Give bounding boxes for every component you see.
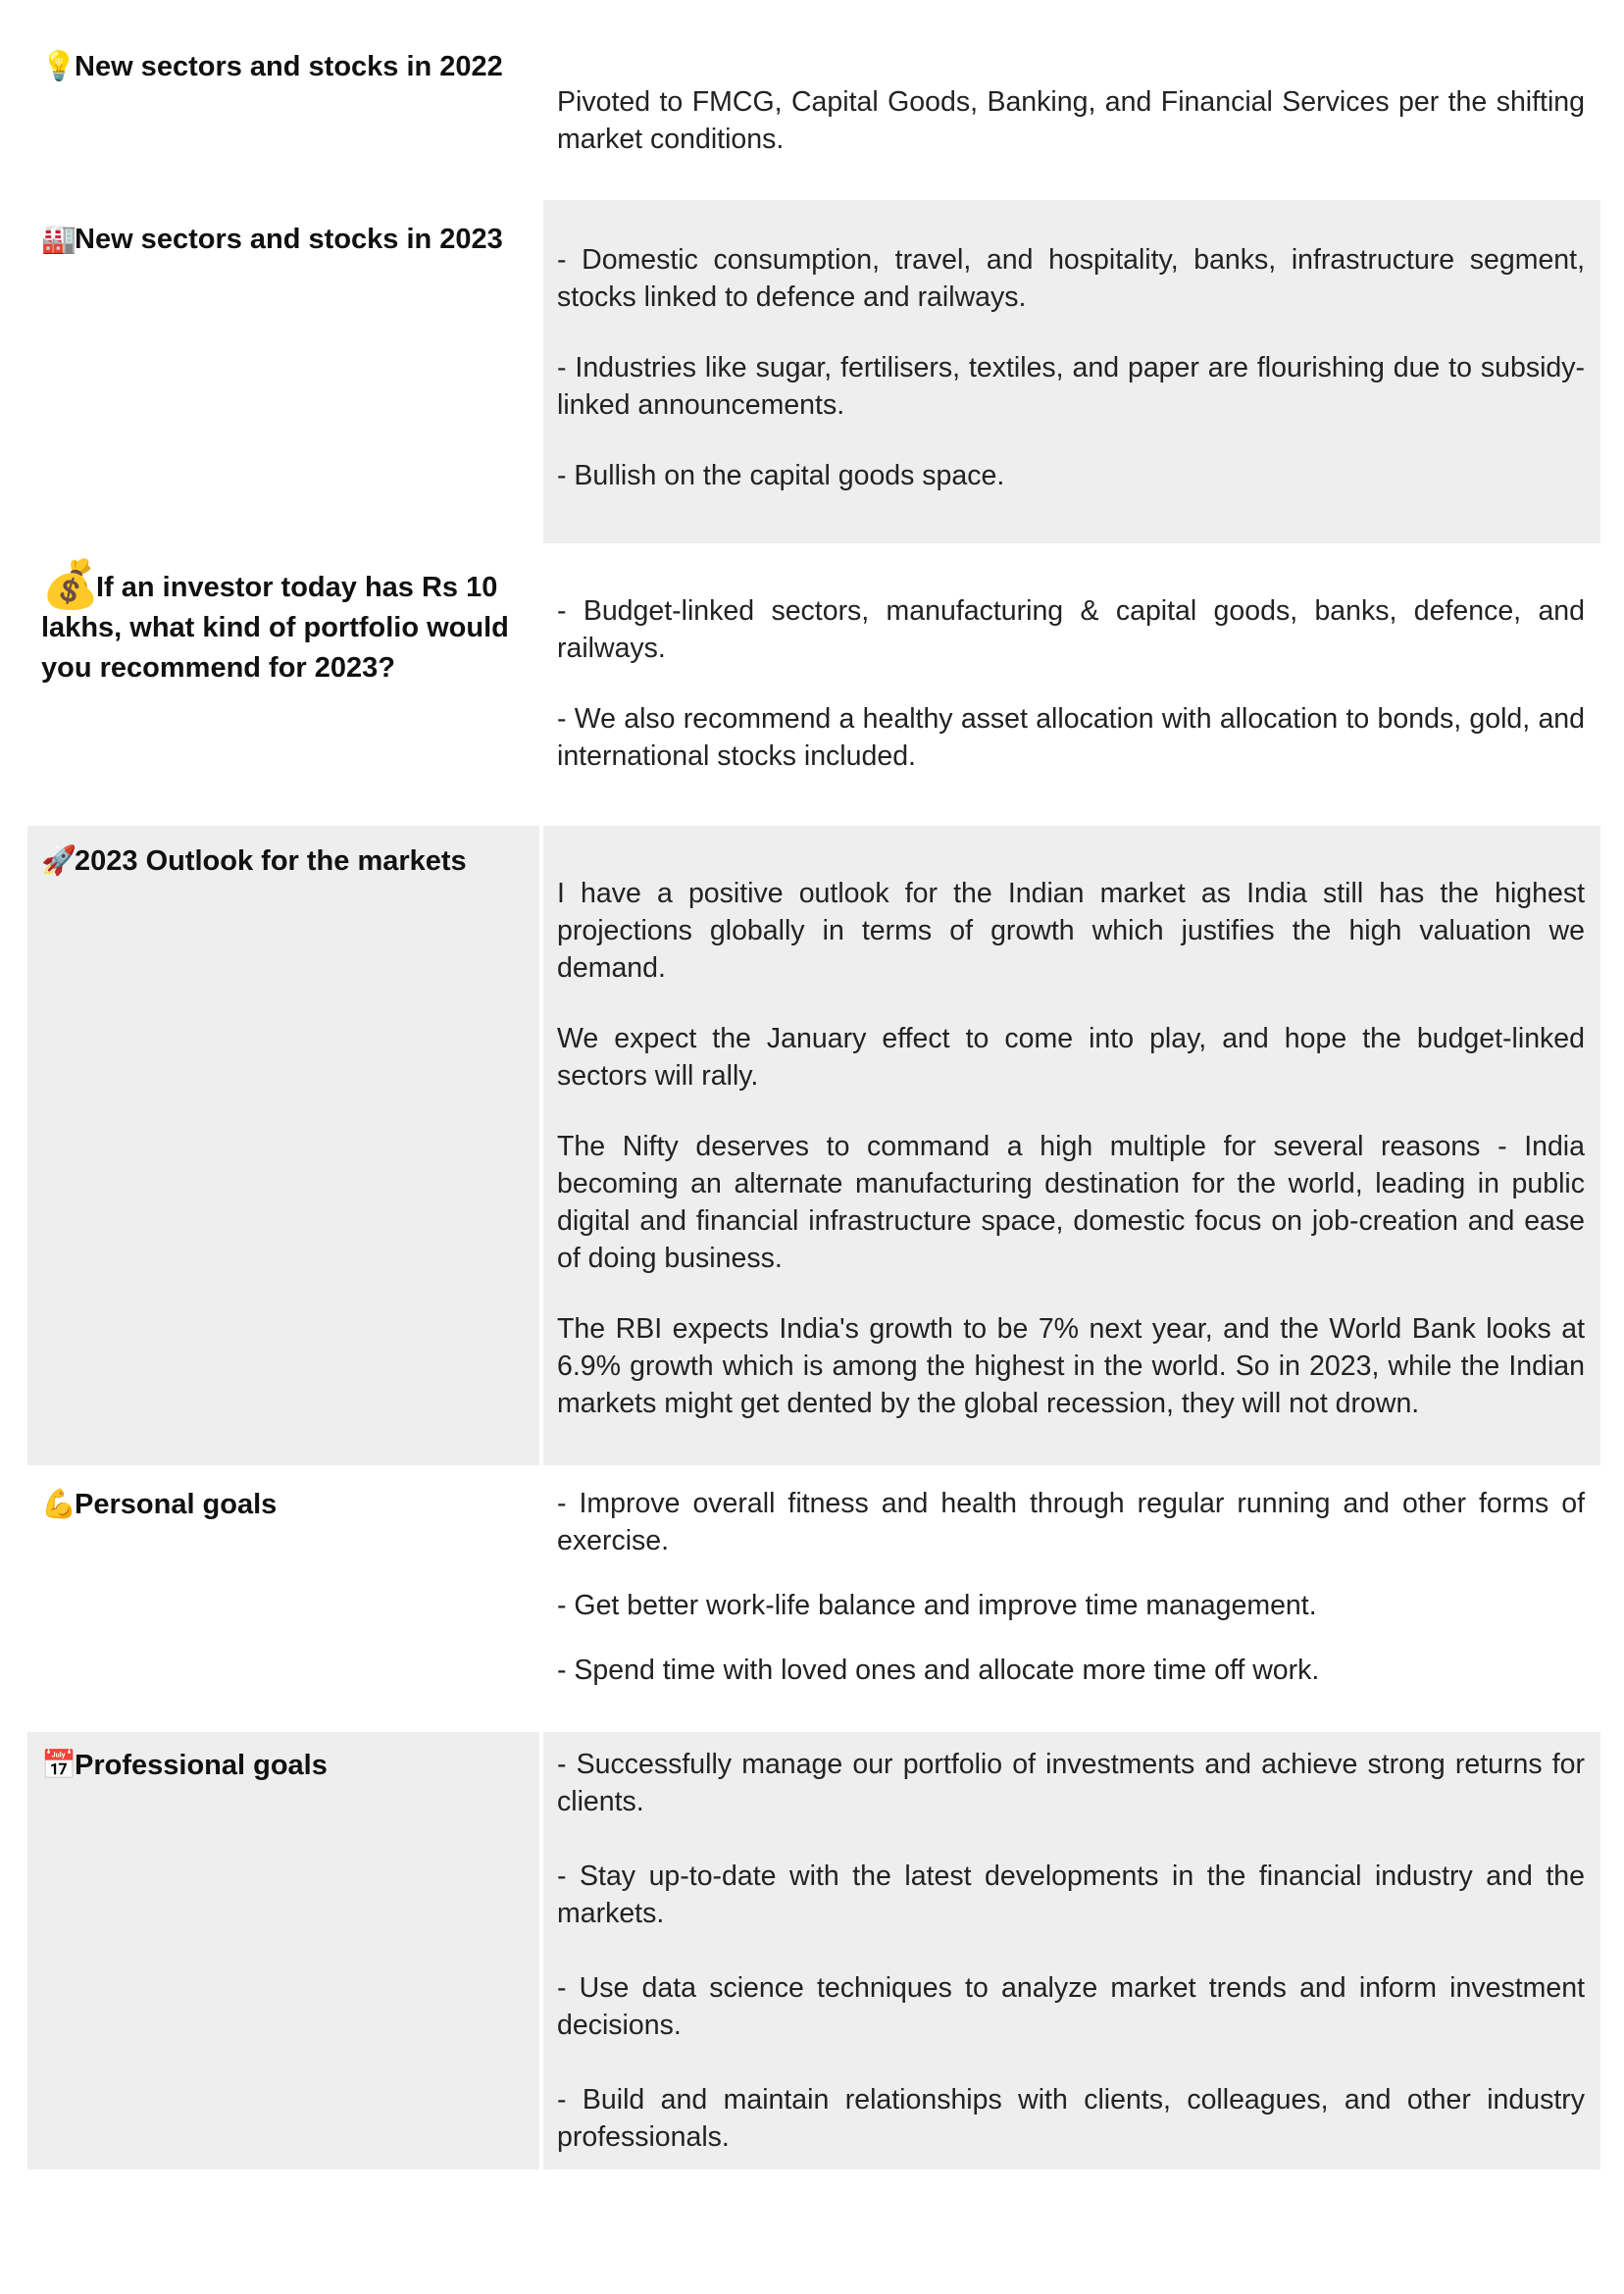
rocket-icon: 🚀 <box>41 845 77 877</box>
calendar-icon: 📅 <box>41 1750 77 1781</box>
question-text <box>41 220 526 260</box>
answer-paragraph: - Stay up-to-date with the latest developments in the financial industry and the markets. <box>557 1861 1585 1929</box>
question-cell <box>27 1732 539 2169</box>
question-text <box>41 1746 526 1786</box>
question-label: If an investor today has Rs 10 lakhs, what kind of portfolio would you recommend for 2023? <box>41 572 509 684</box>
answer-cell <box>543 1732 1600 2169</box>
question-text <box>41 47 526 87</box>
answer-cell <box>543 200 1600 543</box>
qa-row <box>27 826 1600 1465</box>
answer-paragraph: The RBI expects India's growth to be 7% next year, and the World Bank looks at 6.9% growth which is among the highest in the world. So in 2023, while the Indian markets might get dented by the global recession, they will not drown. <box>557 1313 1585 1419</box>
answer-cell <box>543 543 1600 826</box>
answer-paragraph: - We also recommend a healthy asset allocation with allocation to bonds, gold, and international stocks included. <box>557 703 1585 772</box>
question-label: 2023 Outlook for the markets <box>75 845 467 877</box>
answer-paragraph: - Successfully manage our portfolio of investments and achieve strong returns for clients. <box>557 1749 1585 1817</box>
answer-paragraph: The Nifty deserves to command a high multiple for several reasons - India becoming an alternate manufacturing destination for the world, leading in public digital and financial infrastructure space, domestic focus on job-creation and ease of doing business. <box>557 1131 1585 1274</box>
question-label: New sectors and stocks in 2022 <box>75 51 503 82</box>
lightbulb-icon: 💡 <box>41 51 77 82</box>
question-label: Professional goals <box>75 1750 328 1781</box>
question-cell <box>27 1465 539 1732</box>
answer-paragraph: We expect the January effect to come into play, and hope the budget-linked sectors will rally. <box>557 1023 1585 1092</box>
question-cell <box>27 826 539 1465</box>
answer-cell <box>543 1465 1600 1732</box>
question-cell <box>27 200 539 543</box>
question-text <box>41 1485 526 1525</box>
money-bag-icon: 💰 <box>41 559 100 611</box>
answer-paragraph: - Build and maintain relationships with clients, colleagues, and other industry professionals. <box>557 2084 1585 2153</box>
qa-row <box>27 543 1600 826</box>
qa-row <box>27 27 1600 200</box>
flexed-biceps-icon: 💪 <box>41 1489 77 1520</box>
answer-cell <box>543 826 1600 1465</box>
question-label: New sectors and stocks in 2023 <box>75 224 503 255</box>
qa-table <box>27 27 1600 2169</box>
answer-paragraph: - Use data science techniques to analyze market trends and inform investment decisions. <box>557 1972 1585 2041</box>
qa-row <box>27 1732 1600 2169</box>
question-cell <box>27 543 539 826</box>
factory-icon: 🏭 <box>41 224 77 255</box>
question-text <box>41 559 526 688</box>
question-label: Personal goals <box>75 1489 278 1520</box>
answer-paragraph: I have a positive outlook for the Indian market as India still has the highest projections globally in terms of growth which justifies the high valuation we demand. <box>557 878 1585 984</box>
question-text <box>41 841 526 882</box>
answer-paragraph: Pivoted to FMCG, Capital Goods, Banking, and Financial Services per the shifting market conditions. <box>557 86 1585 155</box>
answer-paragraph: - Spend time with loved ones and allocate more time off work. <box>557 1655 1320 1686</box>
qa-row <box>27 200 1600 543</box>
answer-paragraph: - Industries like sugar, fertilisers, textiles, and paper are flourishing due to subsidy-linked announcements. <box>557 352 1585 421</box>
answer-paragraph: - Domestic consumption, travel, and hospitality, banks, infrastructure segment, stocks linked to defence and railways. <box>557 244 1585 313</box>
question-cell <box>27 27 539 200</box>
answer-cell <box>543 27 1600 200</box>
qa-row <box>27 1465 1600 1732</box>
answer-paragraph: - Get better work-life balance and improve time management. <box>557 1590 1317 1621</box>
answer-paragraph: - Budget-linked sectors, manufacturing & capital goods, banks, defence, and railways. <box>557 595 1585 664</box>
answer-paragraph: - Bullish on the capital goods space. <box>557 460 1005 491</box>
answer-paragraph: - Improve overall fitness and health through regular running and other forms of exercise. <box>557 1488 1585 1556</box>
